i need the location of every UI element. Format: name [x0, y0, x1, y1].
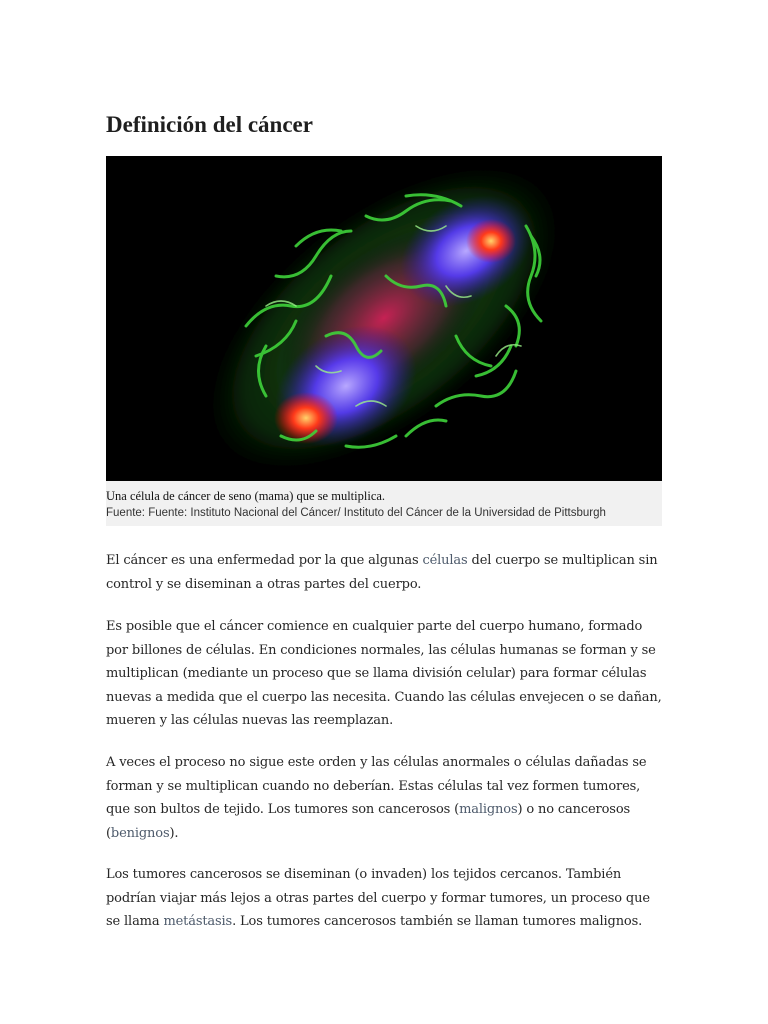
paragraph-2: Es posible que el cáncer comience en cualquier parte del cuerpo humano, formado por billones de células. En condiciones normales, las células humanas se forman y se multiplican (mediante un proceso que se llama división celular) para formar células nuevas a medida que el cuerpo las necesita. Cuando las células envejecen o se dañan, mueren y las células nuevas las reemplazan. — [106, 619, 662, 728]
paragraph-1: El cáncer es una enfermedad por la que algunas células del cuerpo se multiplican sin control y se diseminan a otras partes del cuerpo. — [106, 553, 658, 592]
cancer-cell-image — [106, 156, 662, 481]
figure-caption-box — [106, 481, 662, 526]
page-title: Definición del cáncer — [106, 112, 313, 137]
term-link-malignos[interactable]: malignos — [459, 802, 518, 817]
paragraph-3: A veces el proceso no sigue este orden y las células anormales o células dañadas se forman y se multiplican cuando no deberían. Estas células tal vez formen tumores, que son bultos de tejido. Los tumores son cancerosos (malignos) o no cancerosos (benignos). — [106, 755, 647, 841]
term-link-benignos[interactable]: benignos — [110, 825, 170, 841]
figure — [106, 156, 662, 526]
term-link-metastasis[interactable]: metástasis — [163, 914, 233, 929]
figure-credit: Fuente: Fuente: Instituto Nacional del Cáncer/ Instituto del Cáncer de la Universidad de Pittsburgh — [106, 507, 606, 519]
figure-caption: Una célula de cáncer de seno (mama) que se multiplica. — [106, 489, 386, 503]
term-link-celulas[interactable]: células — [422, 553, 468, 568]
paragraph-4: Los tumores cancerosos se diseminan (o invaden) los tejidos cercanos. También podrían viajar más lejos a otras partes del cuerpo y formar tumores, un proceso que se llama metástasis. Los tumores cancerosos también se llaman tumores malignos. — [106, 867, 650, 929]
